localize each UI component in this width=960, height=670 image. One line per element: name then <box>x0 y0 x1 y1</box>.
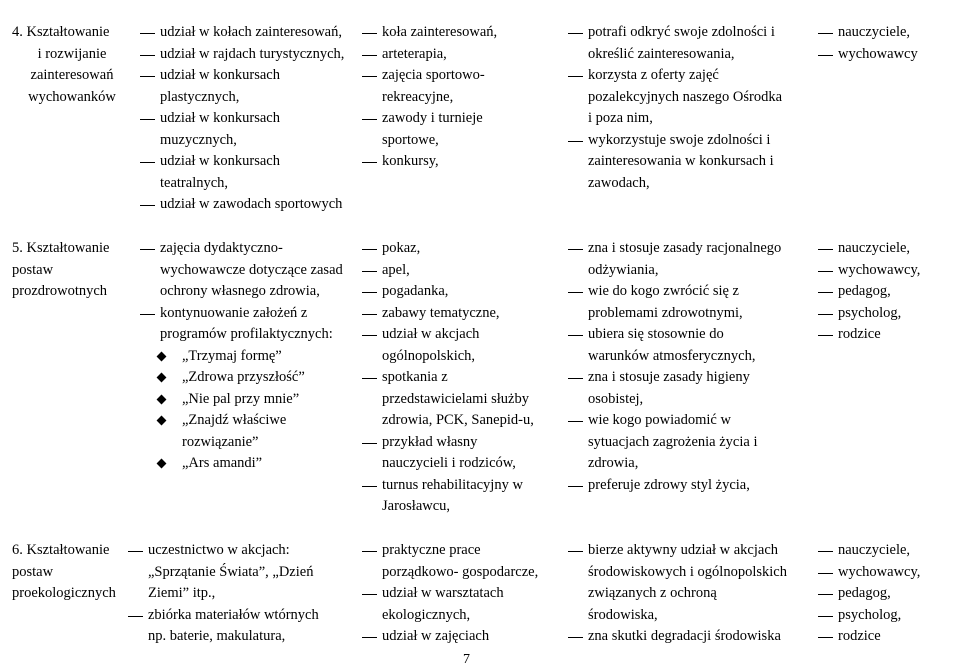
list-item <box>362 108 532 151</box>
table-row <box>0 238 960 518</box>
list-item <box>362 432 557 475</box>
forms-column <box>128 540 358 648</box>
list-item <box>140 346 365 368</box>
list-item <box>140 108 365 151</box>
dash-bullet-icon <box>568 335 583 336</box>
list-item-text: pozalekcyjnych naszego Ośrodka <box>588 88 783 105</box>
list-item <box>140 367 365 389</box>
list-item-text: porządkowo- gospodarcze, <box>382 563 539 580</box>
list-item-text: wychowawcy, <box>838 563 921 580</box>
list-item-text: przedstawicielami służby <box>382 390 529 407</box>
list-item-text: udział w konkursach <box>160 67 280 83</box>
list-item <box>568 238 808 281</box>
dash-bullet-icon <box>140 249 155 250</box>
topic-line: i rozwijanie <box>37 45 107 62</box>
list-item <box>140 22 365 44</box>
list-item-text: psycholog, <box>838 304 902 321</box>
list-item <box>362 303 557 325</box>
list-item-text: Ziemi” itp., <box>148 585 216 601</box>
list-item <box>362 540 562 583</box>
list-item <box>362 583 562 626</box>
dash-bullet-icon <box>568 76 583 77</box>
list-item-text: ubiera się stosownie do <box>588 326 724 342</box>
list-item-text: udział w zajęciach <box>382 628 490 644</box>
list-item <box>568 281 808 324</box>
topic-line: wychowanków <box>28 88 116 105</box>
list-item-text: udział w zawodach sportowych <box>160 196 343 212</box>
list-item-text: udział w kołach zainteresowań, <box>160 24 342 40</box>
dash-bullet-icon <box>818 33 833 34</box>
list-item <box>568 367 808 410</box>
responsible-column <box>818 238 953 346</box>
dash-bullet-icon <box>818 249 833 250</box>
dash-bullet-icon <box>362 378 377 379</box>
dash-bullet-icon <box>818 594 833 595</box>
list-item <box>362 281 557 303</box>
topic-lines <box>12 540 147 605</box>
page-number: 7 <box>463 652 470 667</box>
list-item-text: apel, <box>382 261 410 278</box>
dash-bullet-icon <box>140 119 155 120</box>
dash-bullet-icon <box>140 205 155 206</box>
list-item-text: zainteresowania w konkursach i <box>588 153 774 169</box>
list-item-text: „Trzymaj formę” <box>182 347 282 364</box>
row-topic <box>12 540 147 605</box>
list-item <box>568 475 808 497</box>
diamond-bullet-icon <box>157 373 167 383</box>
list-item <box>362 626 562 648</box>
list-item-text: zna skutki degradacji środowiska <box>588 628 781 644</box>
topic-line: zainteresowań <box>30 67 114 83</box>
diamond-bullet-icon <box>157 459 167 469</box>
dash-bullet-icon <box>818 271 833 272</box>
list-item <box>140 151 365 194</box>
list-item-text: bierze aktywny udział w akcjach <box>588 542 779 558</box>
list-item <box>140 65 365 108</box>
list-item-text: „Sprzątanie Świata”, „Dzień <box>148 563 314 580</box>
dash-bullet-icon <box>362 551 377 552</box>
list-item-text: udział w konkursach <box>160 153 280 169</box>
list-item <box>568 540 808 626</box>
list-item-text: pogadanka, <box>382 283 449 299</box>
dash-bullet-icon <box>568 33 583 34</box>
list-item-text: zna i stosuje zasady higieny <box>588 369 750 385</box>
list-item-text: plastycznych, <box>160 88 240 105</box>
list-item-text: „Zdrowa przyszłość” <box>182 369 305 385</box>
topic-line: 5. Kształtowanie <box>12 240 110 256</box>
row-topic <box>12 238 137 303</box>
list-item-text: warunków atmosferycznych, <box>588 347 756 364</box>
list-item-text: wykorzystuje swoje zdolności i <box>588 131 771 148</box>
dash-bullet-icon <box>568 551 583 552</box>
list-item <box>140 453 365 475</box>
dash-bullet-icon <box>362 292 377 293</box>
list-item-text: środowiska, <box>588 606 658 623</box>
list-item-text: Jarosławcu, <box>382 498 451 514</box>
dash-bullet-icon <box>818 616 833 617</box>
topic-line: 4. Kształtowanie <box>12 24 110 40</box>
list-item-text: pedagog, <box>838 283 891 299</box>
list-item <box>568 130 803 195</box>
list-item <box>362 475 557 518</box>
list-item-text: „Nie pal przy mnie” <box>182 390 300 407</box>
dash-bullet-icon <box>362 637 377 638</box>
topic-line: prozdrowotnych <box>12 283 108 299</box>
forms-column <box>140 22 365 216</box>
dash-bullet-icon <box>140 314 155 315</box>
list-item-text: koła zainteresowań, <box>382 24 498 40</box>
list-item <box>568 65 803 130</box>
list-item <box>818 22 953 44</box>
dash-bullet-icon <box>818 551 833 552</box>
list-item <box>568 22 803 65</box>
list-item <box>362 260 557 282</box>
list-item <box>818 238 953 260</box>
dash-bullet-icon <box>362 249 377 250</box>
topic-line: postaw <box>12 261 54 278</box>
dash-bullet-icon <box>568 486 583 487</box>
list-item-text: osobistej, <box>588 390 644 407</box>
list-item-text: udział w rajdach turystycznych, <box>160 45 345 62</box>
diamond-bullet-icon <box>157 394 167 404</box>
dash-bullet-icon <box>362 594 377 595</box>
list-item-text: sytuacjach zagrożenia życia i <box>588 433 758 450</box>
list-item-text: spotkania z <box>382 369 448 385</box>
dash-bullet-icon <box>362 76 377 77</box>
list-item-text: korzysta z oferty zajęć <box>588 67 719 83</box>
list-item-text: konkursy, <box>382 153 439 169</box>
topic-line: postaw <box>12 563 54 580</box>
list-item <box>568 324 808 367</box>
row-topic <box>12 22 137 108</box>
list-item-text: wie kogo powiadomić w <box>588 412 731 428</box>
dash-bullet-icon <box>140 55 155 56</box>
list-item-text: ogólnopolskich, <box>382 347 476 364</box>
list-item-text: programów profilaktycznych: <box>160 326 333 342</box>
list-item <box>818 540 953 562</box>
responsible-column <box>818 22 953 65</box>
list-item-text: związanych z ochroną <box>588 585 717 601</box>
list-item-text: rodzice <box>838 628 881 644</box>
list-item-text: udział w konkursach <box>160 110 280 126</box>
list-item <box>128 540 358 605</box>
list-item-text: odżywiania, <box>588 261 659 278</box>
list-item <box>362 44 532 66</box>
list-item-text: zna i stosuje zasady racjonalnego <box>588 240 782 256</box>
outcomes-column <box>568 540 808 648</box>
list-item-text: wychowawcze dotyczące zasad <box>160 261 343 278</box>
responsible-column <box>818 540 953 648</box>
list-item-text: ochrony własnego zdrowia, <box>160 283 320 299</box>
list-item <box>818 260 953 282</box>
dash-bullet-icon <box>568 378 583 379</box>
dash-bullet-icon <box>140 76 155 77</box>
list-item-text: nauczyciele, <box>838 24 911 40</box>
list-item <box>818 281 953 303</box>
forms-column <box>140 238 365 475</box>
list-item-text: i poza nim, <box>588 110 653 126</box>
list-item-text: ekologicznych, <box>382 606 471 623</box>
dash-bullet-icon <box>140 33 155 34</box>
list-item-text: np. baterie, makulatura, <box>148 628 286 644</box>
list-item <box>140 44 365 66</box>
list-item <box>140 410 365 453</box>
list-item <box>140 389 365 411</box>
dash-bullet-icon <box>140 162 155 163</box>
list-item-text: zajęcia sportowo- <box>382 67 485 83</box>
outcomes-column <box>568 22 803 194</box>
dash-bullet-icon <box>362 314 377 315</box>
dash-bullet-icon <box>128 551 143 552</box>
dash-bullet-icon <box>362 271 377 272</box>
list-item-text: sportowe, <box>382 131 439 148</box>
list-item <box>362 238 557 260</box>
list-item <box>818 324 953 346</box>
dash-bullet-icon <box>818 573 833 574</box>
list-item-text: praktyczne prace <box>382 542 481 558</box>
methods-column <box>362 22 532 173</box>
list-item-text: przykład własny <box>382 433 478 450</box>
outcomes-column <box>568 238 808 496</box>
dash-bullet-icon <box>362 33 377 34</box>
dash-bullet-icon <box>568 292 583 293</box>
list-item-text: uczestnictwo w akcjach: <box>148 542 290 558</box>
list-item-text: zbiórka materiałów wtórnych <box>148 606 319 623</box>
dash-bullet-icon <box>362 162 377 163</box>
list-item <box>362 151 532 173</box>
list-item <box>140 238 365 303</box>
list-item-text: zdrowia, PCK, Sanepid-u, <box>382 412 534 428</box>
list-item <box>568 410 808 475</box>
list-item <box>140 303 365 346</box>
list-item <box>568 626 808 648</box>
dash-bullet-icon <box>362 55 377 56</box>
list-item-text: nauczyciele, <box>838 542 911 558</box>
topic-line: 6. Kształtowanie <box>12 542 110 558</box>
list-item-text: arteterapia, <box>382 45 447 62</box>
list-item-text: określić zainteresowania, <box>588 45 735 62</box>
dash-bullet-icon <box>568 249 583 250</box>
list-item-text: rekreacyjne, <box>382 88 454 105</box>
dash-bullet-icon <box>818 292 833 293</box>
list-item-text: problemami zdrowotnymi, <box>588 304 743 321</box>
list-item-text: nauczycieli i rodziców, <box>382 455 516 471</box>
dash-bullet-icon <box>818 55 833 56</box>
list-item <box>818 562 953 584</box>
list-item <box>818 303 953 325</box>
dash-bullet-icon <box>818 314 833 315</box>
list-item <box>140 194 365 216</box>
list-item-text: nauczyciele, <box>838 240 911 256</box>
list-item-text: udział w akcjach <box>382 326 480 342</box>
list-item <box>818 626 953 648</box>
dash-bullet-icon <box>568 141 583 142</box>
list-item-text: zajęcia dydaktyczno- <box>160 240 283 256</box>
list-item-text: wie do kogo zwrócić się z <box>588 283 739 299</box>
list-item-text: potrafi odkryć swoje zdolności i <box>588 24 775 40</box>
list-item <box>818 583 953 605</box>
topic-lines <box>12 22 137 108</box>
list-item-text: wychowawcy, <box>838 261 921 278</box>
list-item-text: środowiskowych i ogólnopolskich <box>588 563 787 580</box>
list-item-text: zabawy tematyczne, <box>382 304 500 321</box>
list-item <box>362 22 532 44</box>
dash-bullet-icon <box>818 335 833 336</box>
list-item-text: muzycznych, <box>160 131 237 148</box>
list-item-text: udział w warsztatach <box>382 585 504 601</box>
list-item-text: zdrowia, <box>588 455 639 471</box>
list-item-text: rodzice <box>838 326 881 342</box>
list-item-text: zawodach, <box>588 174 650 191</box>
list-item-text: preferuje zdrowy styl życia, <box>588 476 750 493</box>
methods-column <box>362 540 562 648</box>
methods-column <box>362 238 557 518</box>
list-item <box>128 605 358 648</box>
topic-line: proekologicznych <box>12 585 116 601</box>
list-item <box>362 65 532 108</box>
dash-bullet-icon <box>362 486 377 487</box>
topic-lines <box>12 238 137 303</box>
list-item-text: „Znajdź właściwe <box>182 412 287 428</box>
list-item-text: kontynuowanie założeń z <box>160 304 308 321</box>
list-item <box>362 367 557 432</box>
table-row <box>0 540 960 650</box>
diamond-bullet-icon <box>157 416 167 426</box>
table-row <box>0 22 960 222</box>
list-item-text: turnus rehabilitacyjny w <box>382 476 523 493</box>
list-item <box>362 324 557 367</box>
dash-bullet-icon <box>568 637 583 638</box>
list-item-text: pedagog, <box>838 585 891 601</box>
list-item-text: pokaz, <box>382 240 421 256</box>
list-item-text: wychowawcy <box>838 45 918 62</box>
dash-bullet-icon <box>362 119 377 120</box>
list-item-text: teatralnych, <box>160 174 229 191</box>
list-item-text: zawody i turnieje <box>382 110 483 126</box>
list-item <box>818 605 953 627</box>
list-item <box>818 44 953 66</box>
list-item-text: „Ars amandi” <box>182 455 263 471</box>
dash-bullet-icon <box>362 335 377 336</box>
dash-bullet-icon <box>818 637 833 638</box>
list-item-text: psycholog, <box>838 606 902 623</box>
list-item-text: rozwiązanie” <box>182 433 259 450</box>
dash-bullet-icon <box>128 616 143 617</box>
dash-bullet-icon <box>568 421 583 422</box>
dash-bullet-icon <box>362 443 377 444</box>
diamond-bullet-icon <box>157 351 167 361</box>
